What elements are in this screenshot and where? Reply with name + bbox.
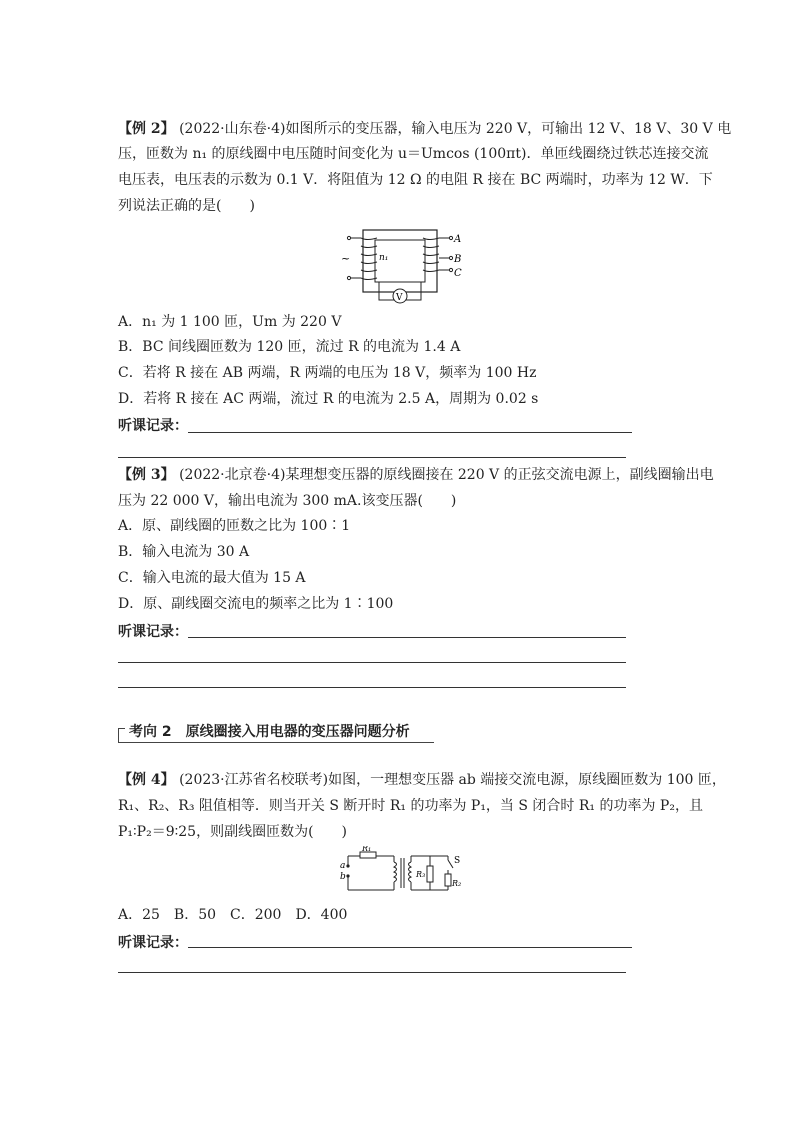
section-heading-bracket — [118, 728, 125, 742]
example3-text-1: (2022·北京卷·4)某理想变压器的原线圈接在 220 V 的正弦交流电源上，副线圈输出电 — [179, 467, 714, 483]
example3-option-c: C．输入电流的最大值为 15 A — [118, 570, 306, 586]
example3-option-d: D．原、副线圈交流电的频率之比为 1∶100 — [118, 596, 394, 612]
example2-tag: 【例 2】 — [118, 121, 175, 137]
resistor-r3-label: R₃ — [416, 870, 426, 879]
example4-note-label: 听课记录： — [118, 935, 188, 951]
example4-line1 — [118, 771, 726, 789]
n1-label: n₁ — [379, 253, 389, 263]
terminal-b-label: B — [454, 254, 462, 265]
example2-note-line-1[interactable] — [188, 432, 632, 433]
example4-tag: 【例 4】 — [118, 772, 175, 788]
example3-line1 — [118, 466, 714, 484]
resistor-r2-label: R₂ — [452, 879, 462, 888]
transformer-figure — [335, 224, 465, 306]
example3-note-line-3[interactable] — [118, 687, 626, 688]
example2-line3: 电压表，电压表的示数为 0.1 V．将阻值为 12 Ω 的电阻 R 接在 BC 两端时，功率为 12 W．下 — [118, 172, 713, 188]
example2-option-c: C．若将 R 接在 AB 两端，R 两端的电压为 18 V，频率为 100 Hz — [118, 365, 537, 381]
circuit-figure — [338, 846, 468, 896]
section-heading-title: 考向 2 原线圈接入用电器的变压器问题分析 — [129, 724, 410, 740]
example2-option-d: D．若将 R 接在 AC 两端，流过 R 的电流为 2.5 A，周期为 0.02 s — [118, 391, 539, 407]
example4-note-line-2[interactable] — [118, 972, 626, 973]
terminal-c-label: C — [454, 268, 462, 279]
terminal-a-label: a — [340, 861, 346, 871]
example4-note-line-1[interactable] — [188, 947, 632, 948]
example3-line2: 压为 22 000 V，输出电流为 300 mA.该变压器( ) — [118, 493, 457, 509]
example3-note-label: 听课记录： — [118, 624, 188, 640]
voltmeter-label: V — [396, 293, 403, 303]
example3-tag: 【例 3】 — [118, 467, 175, 483]
ac-source-label: ~ — [341, 252, 351, 265]
example2-text-1: (2022·山东卷·4)如图所示的变压器，输入电压为 220 V，可输出 12 V、18 V、30 V 电 — [179, 121, 732, 137]
example2-line2: 压，匝数为 n₁ 的原线圈中电压随时间变化为 u＝Umcos (100πt)．单匝线圈绕过铁芯连接交流 — [118, 146, 709, 162]
example2-line1 — [118, 120, 731, 138]
switch-s-label: S — [454, 856, 461, 866]
example3-note-line-2[interactable] — [118, 662, 626, 663]
example2-option-b: B．BC 间线圈匝数为 120 匝，流过 R 的电流为 1.4 A — [118, 339, 461, 355]
example2-note-label: 听课记录： — [118, 418, 188, 434]
example3-note-line-1[interactable] — [188, 637, 626, 638]
example4-text-1: (2023·江苏省名校联考)如图，一理想变压器 ab 端接交流电源，原线圈匝数为 100 匝， — [179, 772, 726, 788]
example2-note-line-2[interactable] — [118, 457, 626, 458]
example3-option-a: A．原、副线圈的匝数之比为 100∶1 — [118, 518, 351, 534]
example2-option-a: A．n₁ 为 1 100 匝，Um 为 220 V — [118, 314, 342, 330]
example4-line3: P₁∶P₂＝9∶25，则副线圈匝数为( ) — [118, 824, 347, 840]
terminal-a-label: A — [454, 234, 462, 245]
section-heading — [118, 718, 434, 743]
terminal-b-label: b — [340, 872, 346, 882]
example2-line4: 列说法正确的是( ) — [118, 198, 255, 214]
example4-line2: R₁、R₂、R₃ 阻值相等．则当开关 S 断开时 R₁ 的功率为 P₁，当 S 闭合时 R₁ 的功率为 P₂，且 — [118, 798, 703, 814]
example4-options: A．25 B．50 C．200 D．400 — [118, 907, 348, 923]
example3-option-b: B．输入电流为 30 A — [118, 544, 250, 560]
resistor-r1-label: R₁ — [362, 846, 372, 853]
